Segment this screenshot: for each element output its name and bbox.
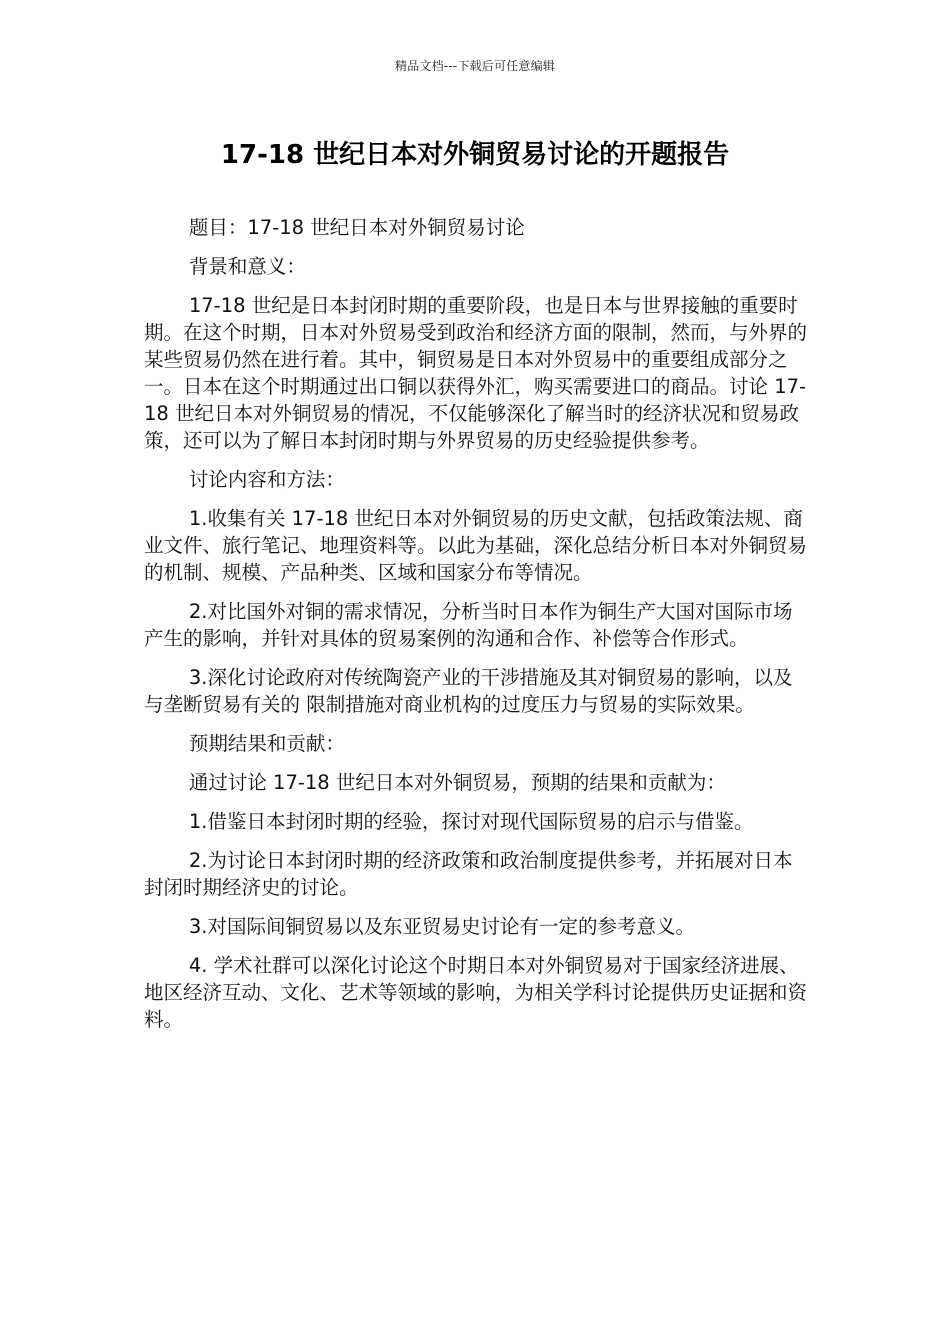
document-title: 17-18 世纪日本对外铜贸易讨论的开题报告 [220, 140, 730, 170]
paragraph-result-3: 3.对国际间铜贸易以及东亚贸易史讨论有一定的参考意义。 [188, 915, 695, 938]
paragraph-method-1: 1.收集有关 17-18 世纪日本对外铜贸易的历史文献，包括政策法规、商业文件、旅行笔记、地理资料等。以此为基础，深化总结分析日本对外铜贸易的机制、规模、产品种类、区域和国家分布等情况。 [144, 507, 808, 584]
heading-expected-results: 预期结果和贡献： [188, 732, 345, 755]
paragraph-result-4: 4. 学术社群可以深化讨论这个时期日本对外铜贸易对于国家经济进展、地区经济互动、文化、艺术等领域的影响，为相关学科讨论提供历史证据和资料。 [144, 954, 808, 1031]
paragraph-result-1: 1.借鉴日本封闭时期的经验，探讨对现代国际贸易的启示与借鉴。 [188, 810, 754, 833]
paragraph-background: 17-18 世纪是日本封闭时期的重要阶段，也是日本与世界接触的重要时期。在这个时期，日本对外贸易受到政治和经济方面的限制，然而，与外界的某些贸易仍然在进行着。其中，铜贸易是日本对外贸易中的重要组成部分之一。日本在这个时期通过出口铜以获得外汇，购买需要进口的商品。讨论 17-18 世纪日本对外铜贸易的情况，不仅能够深化了解当时的经济状况和贸易政策，还可以为了解日本封闭时期与外界贸易的历史经验提供参考。 [144, 294, 808, 452]
paragraph-method-3: 3.深化讨论政府对传统陶瓷产业的干涉措施及其对铜贸易的影响，以及与垄断贸易有关的 限制措施对商业机构的过度压力与贸易的实际效果。 [144, 666, 793, 716]
header-note: 精品文档---下载后可任意编辑 [395, 59, 555, 73]
paragraph-result-2: 2.为讨论日本封闭时期的经济政策和政治制度提供参考，并拓展对日本封闭时期经济史的讨论。 [144, 849, 793, 899]
paragraph-method-2: 2.对比国外对铜的需求情况，分析当时日本作为铜生产大国对国际市场产生的影响，并针对具体的贸易案例的沟通和合作、补偿等合作形式。 [144, 600, 793, 650]
paragraph-expected-intro: 通过讨论 17-18 世纪日本对外铜贸易，预期的结果和贡献为： [188, 771, 726, 794]
heading-content-method: 讨论内容和方法： [188, 468, 345, 491]
heading-background: 背景和意义： [188, 255, 306, 278]
paragraph-topic: 题目：17-18 世纪日本对外铜贸易讨论 [188, 216, 525, 239]
document-body [144, 214, 809, 1045]
